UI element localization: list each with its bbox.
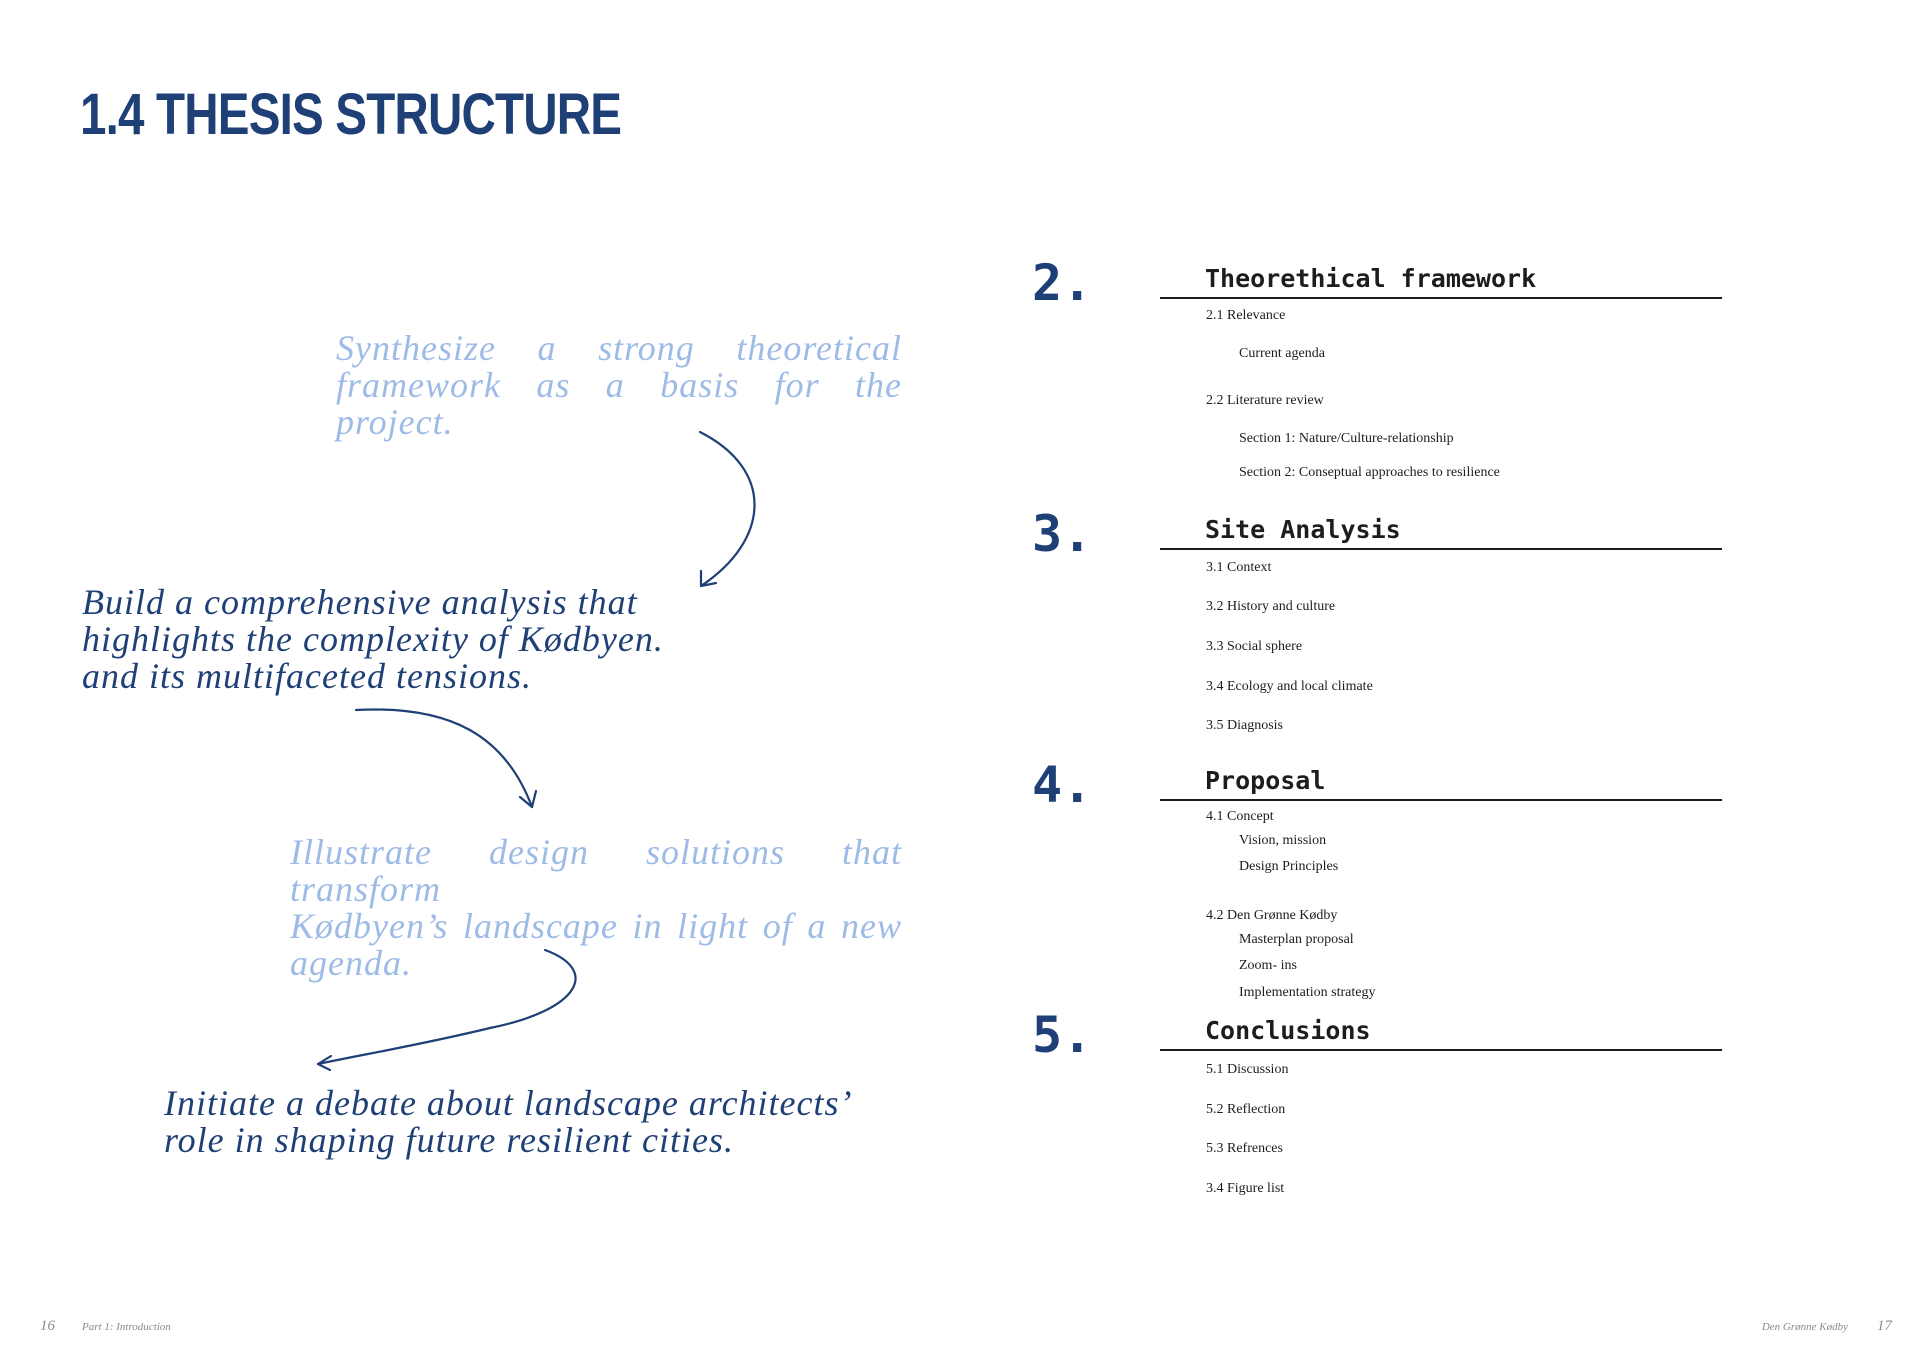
toc-entry: 5.1 Discussion xyxy=(1206,1062,1289,1077)
chapter-divider xyxy=(1160,548,1722,550)
toc-entry: Vision, mission xyxy=(1239,833,1327,848)
toc-entry: Current agenda xyxy=(1239,346,1325,361)
chapter-number: 2. xyxy=(1032,254,1093,312)
chapter-divider xyxy=(1160,1049,1722,1051)
objective-line: Build a comprehensive analysis that xyxy=(82,582,638,622)
objective-theoretical-framework xyxy=(336,330,902,441)
toc-entry: Design Principles xyxy=(1239,859,1339,874)
toc-entry: 3.5 Diagnosis xyxy=(1206,718,1283,733)
left-running-footer: Part 1: Introduction xyxy=(82,1321,171,1333)
toc-entry: 4.1 Concept xyxy=(1206,809,1274,824)
objective-line: Illustrate design solutions that transform xyxy=(290,832,902,909)
objective-line: Kødbyen’s landscape in light of a new xyxy=(290,906,902,946)
objective-line: framework as a basis for the project. xyxy=(336,365,902,442)
toc-entry: Masterplan proposal xyxy=(1239,932,1354,947)
toc-entry: 3.4 Figure list xyxy=(1206,1181,1285,1196)
chapter-title: Proposal xyxy=(1205,766,1326,795)
right-page-number: 17 xyxy=(1877,1318,1892,1334)
chapter-number: 4. xyxy=(1032,756,1093,814)
right-running-footer: Den Grønne Kødby xyxy=(1761,1321,1848,1333)
arrow-1-icon xyxy=(700,432,755,586)
objective-line: Synthesize a strong theoretical xyxy=(336,328,902,368)
chapter-divider xyxy=(1160,799,1722,801)
chapter-title: Conclusions xyxy=(1205,1016,1371,1045)
toc-entry: Zoom- ins xyxy=(1239,958,1297,973)
chapter-title: Site Analysis xyxy=(1205,515,1401,544)
chapter-number: 5. xyxy=(1032,1006,1093,1064)
toc-entry: 3.3 Social sphere xyxy=(1206,639,1303,654)
objective-design-solutions xyxy=(290,834,902,982)
objective-line: agenda. xyxy=(290,943,412,983)
page-title: 1.4 THESIS STRUCTURE xyxy=(80,82,622,147)
toc-entry: 3.4 Ecology and local climate xyxy=(1206,679,1373,694)
toc-entry: 3.2 History and culture xyxy=(1206,599,1336,614)
arrow-2-icon xyxy=(356,709,536,807)
objective-site-analysis xyxy=(82,584,682,695)
toc-entry: 4.2 Den Grønne Kødby xyxy=(1206,908,1338,923)
toc-entry: 3.1 Context xyxy=(1206,560,1272,575)
toc-entry: 5.2 Reflection xyxy=(1206,1102,1286,1117)
toc-entry: 2.1 Relevance xyxy=(1206,308,1286,323)
objective-line: highlights the complexity of Kødbyen. xyxy=(82,619,664,659)
left-page-number: 16 xyxy=(40,1318,55,1334)
objective-debate xyxy=(164,1085,864,1159)
toc-entry: 5.3 Refrences xyxy=(1206,1141,1283,1156)
chapter-divider xyxy=(1160,297,1722,299)
objective-line: Initiate a debate about landscape architects’ xyxy=(164,1083,853,1123)
toc-entry: 2.2 Literature review xyxy=(1206,393,1324,408)
objective-line: and its multifaceted tensions. xyxy=(82,656,532,696)
toc-entry: Section 2: Conseptual approaches to resilience xyxy=(1239,465,1500,480)
chapter-number: 3. xyxy=(1032,505,1093,563)
chapter-title: Theorethical framework xyxy=(1205,264,1537,293)
toc-entry: Section 1: Nature/Culture-relationship xyxy=(1239,431,1454,446)
toc-entry: Implementation strategy xyxy=(1239,985,1376,1000)
objective-line: role in shaping future resilient cities. xyxy=(164,1120,734,1160)
